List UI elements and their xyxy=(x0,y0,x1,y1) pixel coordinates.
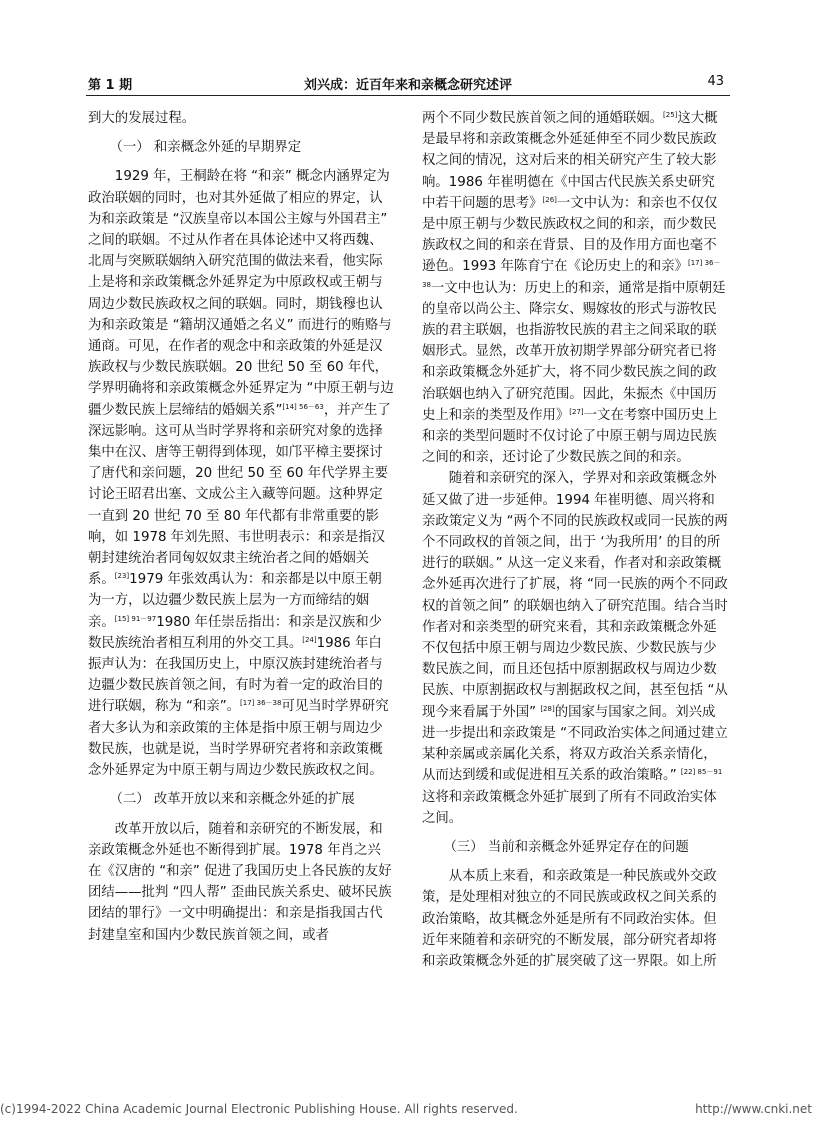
left-column xyxy=(88,108,394,946)
citation-marker: [23] xyxy=(114,572,130,581)
citation-marker: [26] xyxy=(542,195,557,204)
text-run: 一文在考察中国历史上和亲的类型问题时不仅讨论了中原王朝与周边民族之间的和亲，还讨论了少数民族之间的和亲。 xyxy=(422,407,718,466)
page-number: 43 xyxy=(707,74,724,89)
body-paragraph xyxy=(88,166,394,781)
body-paragraph xyxy=(422,866,728,972)
text-run: 1980 年任崇岳指出：和亲是汉族和少数民族统治者相互利用的外交工具。 xyxy=(88,614,383,651)
text-run: 可见当时学界研究者大多认为和亲政策的主体是指中原王朝与周边少数民族，也就是说，当时学界研究者将和亲政策概念外延界定为中原王朝与周边少数民族政权之间。 xyxy=(88,699,389,779)
citation-marker: [22] 85－91 xyxy=(680,768,723,777)
section-heading: （一） 和亲概念外延的早期界定 xyxy=(109,140,302,156)
header-rule xyxy=(86,95,730,96)
text-run: 这大概是最早将和亲政策概念外延延伸至不同少数民族政权之间的情况，这对后来的相关研究产生了较大影响。1986 年崔明德在《中国古代民族关系史研究中若干问题的思考》 xyxy=(422,111,718,211)
section-heading: （二） 改革开放以来和亲概念外延的扩展 xyxy=(109,792,355,808)
body-paragraph xyxy=(422,468,728,828)
citation-marker: [28] xyxy=(540,704,555,713)
text-run: 1986 年白振声认为：在我国历史上，中原汉族封建统治者与边疆少数民族首领之间，有时为着一定的政治目的进行联姻，称为 “和亲”。 xyxy=(88,635,383,715)
text-run: 随着和亲研究的深入，学界对和亲政策概念外延又做了进一步延伸。1994 年崔明德、周兴将和亲政策定义为 “两个不同的民族政权或同一民族的两个不同政权的首领之间，出于 ‘为我所用’ 的目的所进行的联姻。” 从这一定义来看，作者对和亲政策概念外延再次进行了扩展，将 “同一民族的两个不同政权的首领之间” 的联姻也纳入了研究范围。结合当时作者对和亲类型的研究来看，其和亲政策概念外延不仅包括中原王朝与周边少数民族、少数民族与少数民族之间，而且还包括中原割据政权与周边少数民族、中原割据政权与割据政权之间，甚至包括 “从现今来看属于外国” xyxy=(422,471,728,720)
text-run: 的国家与国家之间。刘兴成进一步提出和亲政策是 “不同政治实体之间通过建立某种亲属或亲属化关系，将双方政治关系亲情化，从而达到缓和或促进相互关系的政治策略。” xyxy=(422,704,728,784)
text-run: 1979 年张效禹认为：和亲都是以中原王朝为一方，以边疆少数民族上层为一方而缔结的姻亲。 xyxy=(88,572,382,630)
citation-marker: [24] xyxy=(302,635,317,644)
text-run: 两个不同少数民族首领之间的通婚联姻。 xyxy=(422,111,664,126)
citation-marker: [27] xyxy=(569,407,584,416)
citation-marker: [17] 36－38 xyxy=(240,699,282,708)
citation-marker: [14] 56－63 xyxy=(282,402,324,411)
issue-number: 第 1 期 xyxy=(88,78,133,93)
text-run: 改革开放以后，随着和亲研究的不断发展，和亲政策概念外延也不断得到扩展。1978 年肖之兴在《汉唐的 “和亲” 促进了我国历史上各民族的友好团结——批判 “四人帮” 歪曲民族关系史、破坏民族团结的罪行》一文中明确提出：和亲是指我国古代封建皇室和国内少数民族首领之间，或者 xyxy=(88,821,392,943)
citation-marker: [15] 91－97 xyxy=(114,614,157,623)
copyright-notice: (c)1994-2022 China Academic Journal Electronic Publishing House. All rights reserved. xyxy=(0,1102,518,1116)
source-url[interactable]: http://www.cnki.net xyxy=(695,1102,812,1116)
running-title: 刘兴成：近百年来和亲概念研究述评 xyxy=(303,78,512,93)
body-paragraph xyxy=(422,108,728,468)
text-run: 一文中也认为：历史上的和亲，通常是指中原朝廷的皇帝以尚公主、降宗女、赐嫁妆的形式与游牧民族的君主联姻，也指游牧民族的君主之间采取的联姻形式。显然，改革开放初期学界部分研究者已将和亲政策概念外延扩大，将不同少数民族之间的政治联姻也纳入了研究范围。因此，朱振杰《中国历史上和亲的类型及作用》 xyxy=(422,280,726,423)
citation-marker: [17] 36－38 xyxy=(422,259,721,289)
text-run: ，并产生了深远影响。这可从当时学界将和亲研究对象的选择集中在汉、唐等王朝得到体现，如邝平樟主要探讨了唐代和亲问题，20 世纪 50 至 60 年代学界主要讨论王昭君出塞、文成公主入藏等问题。这种界定一直到 20 世纪 70 至 80 年代都有非常重要的影响，如 1978 年刘先照、韦世明表示：和亲是指汉朝封建统治者同匈奴奴隶主统治者之间的婚姻关系。 xyxy=(88,402,391,588)
text-run: 1929 年，王桐龄在将 “和亲” 概念内涵界定为政治联姻的同时，也对其外延做了相应的界定，认为和亲政策是 “汉族皇帝以本国公主嫁与外国君主” 之间的联姻。不过从作者在具体论述中又将西魏、北周与突厥联姻纳入研究范围的做法来看，他实际上是将和亲政策概念外延界定为中原政权或王朝与周边少数民族政权之间的联姻。同时，期钱穆也认为和亲政策是 “籍胡汉通婚之名义” 而进行的贿赂与通商。可见，在作者的观念中和亲政策的外延是汉族政权与少数民族联姻。20 世纪 50 至 60 年代，学界明确将和亲政策概念外延界定为 “中原王朝与边疆少数民族上层缔结的婚姻关系” xyxy=(88,169,394,418)
text-run: 一文中认为：和亲也不仅仅是中原王朝与少数民族政权之间的和亲，而少数民族政权之间的和亲在背景、目的及作用方面也毫不逊色。1993 年陈育宁在《论历史上的和亲》 xyxy=(422,195,718,275)
citation-marker: [25] xyxy=(663,111,678,119)
text-run: 这将和亲政策概念外延扩展到了所有不同政治实体之间。 xyxy=(422,789,717,826)
section-heading: （三） 当前和亲概念外延界定存在的问题 xyxy=(443,839,689,855)
body-paragraph: 到大的发展过程。 xyxy=(88,111,196,126)
right-column xyxy=(422,108,728,972)
text-run: 从本质上来看，和亲政策是一种民族或外交政策，是处理相对独立的不同民族或政权之间关系的政治策略，故其概念外延是所有不同政治实体。但近年来随着和亲研究的不断发展，部分研究者却将和亲政策概念外延的扩展突破了这一界限。如上所 xyxy=(422,869,717,969)
body-paragraph xyxy=(88,819,394,946)
